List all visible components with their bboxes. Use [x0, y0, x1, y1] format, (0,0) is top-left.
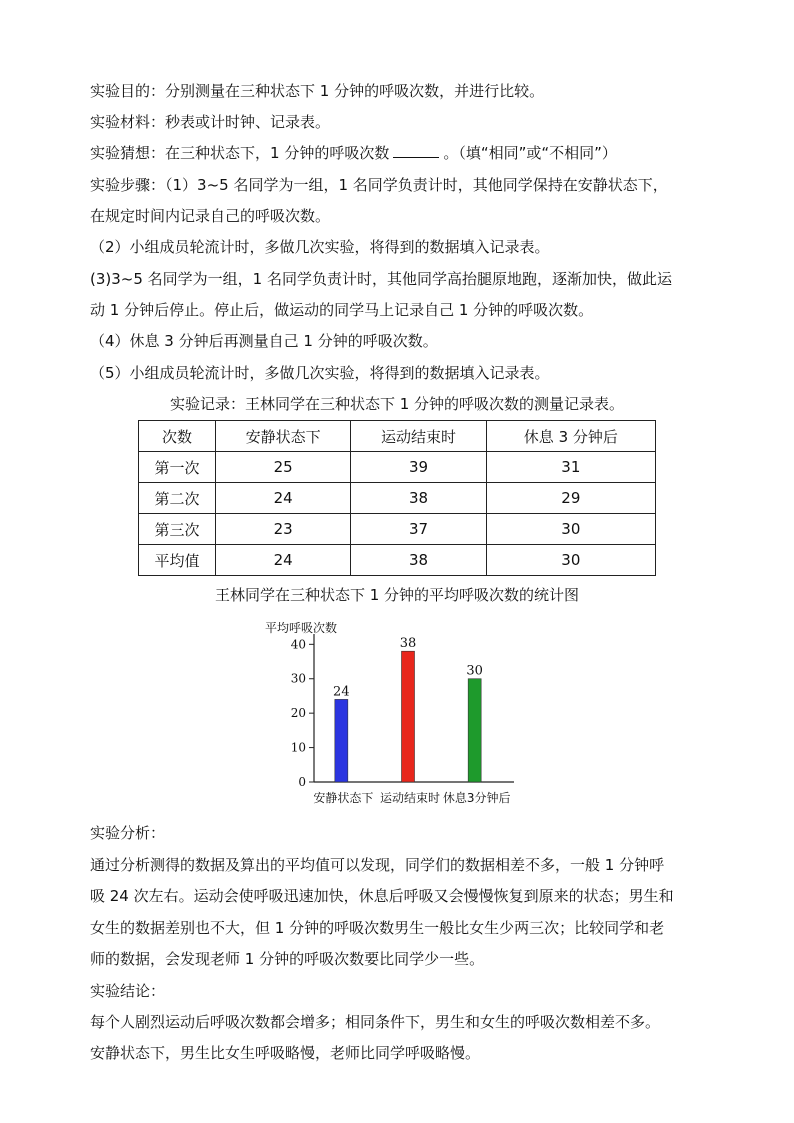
y-tick-label: 20 — [290, 706, 306, 721]
y-axis-label: 平均呼吸次数 — [265, 621, 338, 635]
table-cell: 31 — [486, 452, 655, 483]
table-row — [139, 483, 656, 514]
step-3-line-1: (3)3~5 名同学为一组，1 名同学负责计时，其他同学高抬腿原地跑，逐渐加快，做此运 — [90, 270, 672, 288]
table-cell: 第三次 — [139, 514, 216, 545]
guess-after: 。（填“相同”或“不相同”） — [443, 144, 617, 162]
table-row — [139, 514, 656, 545]
step-1-line-2: 在规定时间内记录自己的呼吸次数。 — [90, 207, 331, 225]
analysis-line-3: 女生的数据差别也不大，但 1 分钟的呼吸次数男生一般比女生少两三次；比较同学和老 — [90, 919, 665, 937]
bar — [335, 699, 348, 782]
bar-value-label: 24 — [333, 684, 350, 700]
category-label: 运动结束时 — [379, 791, 441, 805]
table-header-row — [139, 421, 656, 452]
bar-value-label: 38 — [399, 636, 417, 652]
category-label: 安静状态下 — [313, 791, 374, 805]
bar-chart — [260, 612, 530, 816]
guess-before: 实验猜想：在三种状态下，1 分钟的呼吸次数 — [90, 144, 390, 162]
table-cell: 25 — [216, 452, 351, 483]
record-table — [138, 420, 656, 576]
table-cell: 30 — [486, 545, 655, 576]
bar-chart-svg — [260, 612, 530, 812]
bar — [402, 651, 415, 782]
table-cell: 29 — [486, 483, 655, 514]
table-cell: 24 — [216, 545, 351, 576]
header-cell: 安静状态下 — [216, 421, 351, 452]
analysis-line-1: 通过分析测得的数据及算出的平均值可以发现，同学们的数据相差不多，一般 1 分钟呼 — [90, 856, 665, 874]
y-tick-label: 40 — [290, 637, 306, 652]
table-row — [139, 452, 656, 483]
table-cell: 平均值 — [139, 545, 216, 576]
table-cell: 38 — [351, 483, 486, 514]
y-tick-label: 30 — [290, 671, 306, 686]
answer-blank[interactable] — [393, 143, 439, 158]
category-label: 休息3分钟后 — [442, 791, 511, 805]
step-5: （5）小组成员轮流计时，多做几次实验，将得到的数据填入记录表。 — [90, 364, 550, 382]
table-cell: 23 — [216, 514, 351, 545]
header-cell: 次数 — [139, 421, 216, 452]
table-cell: 24 — [216, 483, 351, 514]
header-cell: 休息 3 分钟后 — [486, 421, 655, 452]
step-3-line-2: 动 1 分钟后停止。停止后，做运动的同学马上记录自己 1 分钟的呼吸次数。 — [90, 301, 594, 319]
step-1-line-1: 实验步骤：（1）3~5 名同学为一组，1 名同学负责计时，其他同学保持在安静状态下， — [90, 176, 668, 194]
table-cell: 30 — [486, 514, 655, 545]
analysis-title: 实验分析： — [90, 824, 166, 842]
table-cell: 38 — [351, 545, 486, 576]
table-cell: 39 — [351, 452, 486, 483]
conclusion-title: 实验结论： — [90, 982, 166, 1000]
purpose-text: 实验目的：分别测量在三种状态下 1 分钟的呼吸次数，并进行比较。 — [90, 82, 545, 100]
analysis-line-4: 师的数据，会发现老师 1 分钟的呼吸次数要比同学少一些。 — [90, 950, 485, 968]
conclusion-line-1: 每个人剧烈运动后呼吸次数都会增多；相同条件下，男生和女生的呼吸次数相差不多。 — [90, 1013, 661, 1031]
table-cell: 37 — [351, 514, 486, 545]
chart-title: 王林同学在三种状态下 1 分钟的平均呼吸次数的统计图 — [214, 586, 580, 604]
table-caption: 实验记录：王林同学在三种状态下 1 分钟的呼吸次数的测量记录表。 — [169, 395, 625, 413]
bar-value-label: 30 — [466, 663, 483, 679]
y-tick-label: 10 — [290, 740, 306, 755]
y-tick-label: 0 — [298, 775, 306, 789]
header-cell: 运动结束时 — [351, 421, 486, 452]
analysis-line-2: 吸 24 次左右。运动会使呼吸迅速加快，休息后呼吸又会慢慢恢复到原来的状态；男生和 — [90, 887, 674, 905]
materials-text: 实验材料：秒表或计时钟、记录表。 — [90, 113, 331, 131]
table-cell: 第一次 — [139, 452, 216, 483]
table-cell: 第二次 — [139, 483, 216, 514]
guess-text — [90, 138, 710, 169]
step-4: （4）休息 3 分钟后再测量自己 1 分钟的呼吸次数。 — [90, 332, 438, 350]
bar — [468, 679, 481, 782]
step-2: （2）小组成员轮流计时，多做几次实验，将得到的数据填入记录表。 — [90, 238, 550, 256]
table-row — [139, 545, 656, 576]
conclusion-line-2: 安静状态下，男生比女生呼吸略慢，老师比同学呼吸略慢。 — [90, 1044, 481, 1062]
